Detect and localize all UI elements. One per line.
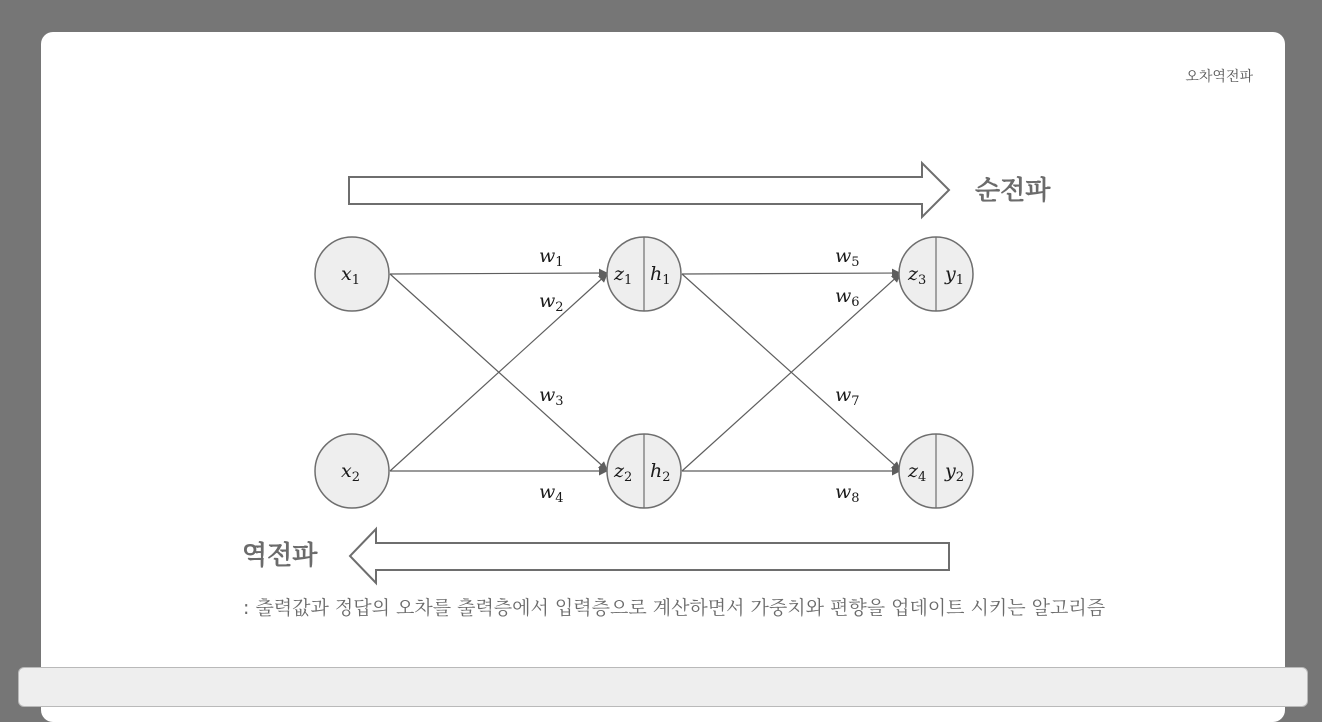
weight-label-w3: $w_3$ [539, 384, 564, 409]
svg-text:x1: $x_1$ [341, 263, 360, 288]
node-x1 [315, 237, 389, 311]
edge-w5 [682, 273, 900, 274]
weight-label-w6: $w_6$ [835, 285, 860, 310]
svg-text:y2: $y_2$ [945, 460, 965, 485]
svg-text:h2: $h_2$ [650, 460, 671, 485]
svg-text:z1: $z_1$ [614, 263, 633, 288]
svg-text:y1: $y_1$ [945, 263, 965, 288]
node-hidden-2 [607, 434, 681, 508]
svg-text:z2: $z_2$ [614, 460, 633, 485]
weight-label-w4: $w_4$ [539, 481, 564, 506]
weight-label-w2: $w_2$ [539, 290, 564, 315]
page-label: 오차역전파 [1185, 69, 1253, 85]
backward-arrow [350, 529, 949, 583]
svg-text:h1: $h_1$ [650, 263, 671, 288]
weight-label-w7: $w_7$ [835, 384, 860, 409]
svg-text:z3: $z_3$ [908, 263, 927, 288]
definition-caption: : 출력값과 정답의 오차를 출력층에서 입력층으로 계산하면서 가중치와 편향을 업데이트 시키는 알고리즘 [243, 597, 1106, 619]
svg-text:z4: $z_4$ [908, 460, 927, 485]
slide [41, 32, 1285, 722]
node-output-1 [899, 237, 973, 311]
node-x2 [315, 434, 389, 508]
node-hidden-1 [607, 237, 681, 311]
backward-label: 역전파 [242, 541, 318, 571]
weight-label-w8: $w_8$ [835, 481, 860, 506]
forward-label: 순전파 [975, 176, 1051, 206]
svg-text:x2: $x_2$ [341, 460, 360, 485]
weight-label-w5: $w_5$ [835, 245, 860, 270]
edge-w1 [390, 273, 607, 274]
weight-label-w1: $w_1$ [539, 245, 564, 270]
node-output-2 [899, 434, 973, 508]
forward-arrow [349, 163, 949, 217]
bottom-bar [18, 667, 1308, 707]
backpropagation-diagram [41, 32, 1285, 652]
